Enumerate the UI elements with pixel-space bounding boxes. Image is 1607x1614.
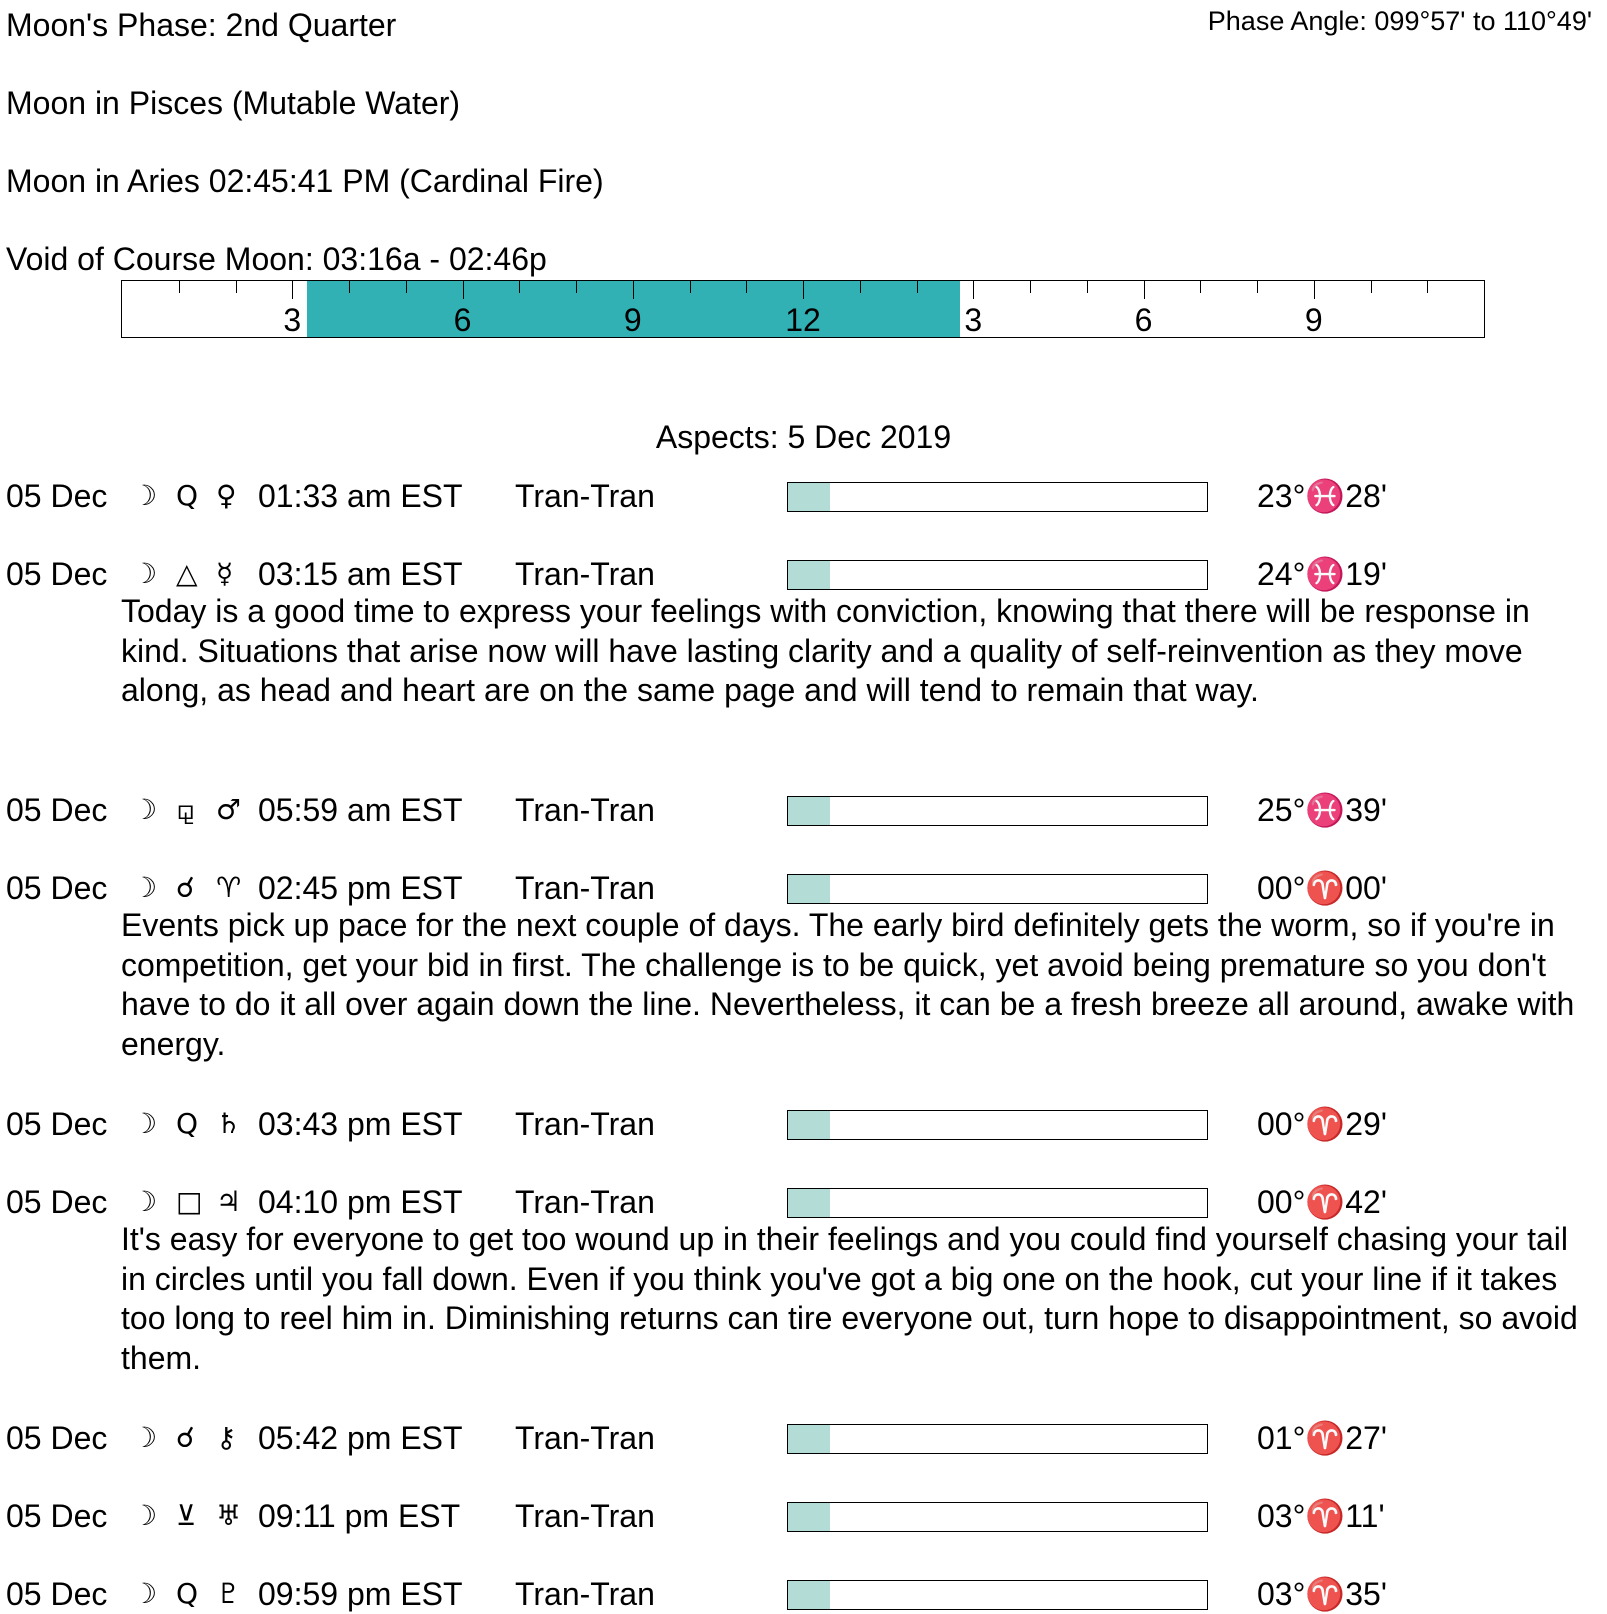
- aspect-row: [6, 790, 1606, 830]
- aspect-date: 05 Dec: [6, 1106, 108, 1142]
- aspect-time: 05:59 am EST: [258, 792, 463, 828]
- aspect-type: Tran-Tran: [515, 1498, 655, 1534]
- aspect-strength-fill: [788, 1581, 830, 1609]
- aspect-date: 05 Dec: [6, 1420, 108, 1456]
- void-of-course-timeline: [121, 280, 1485, 338]
- aspects-title: Aspects: 5 Dec 2019: [655, 419, 952, 455]
- moon-ingress-label: Moon in Aries 02:45:41 PM (Cardinal Fire): [6, 163, 604, 199]
- moon-icon: ☽: [132, 1185, 158, 1218]
- aspect-position: 23°♓28': [1257, 478, 1387, 514]
- phase-angle-label: Phase Angle: 099°57' to 110°49': [1207, 6, 1592, 36]
- timeline-tick: [236, 281, 237, 293]
- timeline-tick: [1144, 281, 1145, 299]
- aspect-strength-bar: [787, 560, 1208, 590]
- moon-icon: ☽: [132, 1499, 158, 1532]
- timeline-tick-label: 9: [623, 302, 642, 338]
- aspect-row: [6, 1418, 1606, 1458]
- aspect-icon: ⚼: [176, 793, 196, 826]
- aspect-time: 04:10 pm EST: [258, 1184, 463, 1220]
- aspect-row: [6, 1104, 1606, 1144]
- aspect-strength-bar: [787, 1110, 1208, 1140]
- aspect-time: 03:43 pm EST: [258, 1106, 463, 1142]
- aspect-icon: □: [176, 1185, 203, 1218]
- timeline-tick: [292, 281, 293, 299]
- timeline-tick: [576, 281, 577, 293]
- aspect-strength-fill: [788, 1503, 830, 1531]
- aspect-interpretation: Events pick up pace for the next couple of days. The early bird definitely gets the worm, so if you're in competition, get your bid in first. The challenge is to be quick, yet avoid being premature so you don't have to do it all over again down the line. Nevertheless, it can be a fresh breeze all around, awake with energy.: [121, 907, 1575, 1062]
- moon-sign-label: Moon in Pisces (Mutable Water): [6, 85, 461, 121]
- aspect-interpretation: Today is a good time to express your feelings with conviction, knowing that there will be response in kind. Situations that arise now will have lasting clarity and a quality of self-reinvention as they move along, as head and heart are on the same page and will tend to remain that way.: [121, 593, 1530, 708]
- timeline-tick-label: 6: [1134, 302, 1153, 338]
- timeline-tick: [973, 281, 974, 299]
- moon-icon: ☽: [132, 1107, 158, 1140]
- timeline-tick: [1087, 281, 1088, 293]
- timeline-tick: [690, 281, 691, 293]
- aspect-icon: △: [176, 557, 198, 590]
- void-of-course-label: Void of Course Moon: 03:16a - 02:46p: [6, 241, 547, 277]
- timeline-tick: [1257, 281, 1258, 293]
- aspect-time: 03:15 am EST: [258, 556, 463, 592]
- aspect-strength-bar: [787, 1502, 1208, 1532]
- timeline-tick: [917, 281, 918, 293]
- timeline-tick: [1427, 281, 1428, 293]
- aspect-strength-fill: [788, 875, 830, 903]
- moon-icon: ☽: [132, 557, 158, 590]
- aspect-icon: Q: [176, 479, 199, 512]
- aspect-type: Tran-Tran: [515, 1420, 655, 1456]
- aspect-strength-bar: [787, 1188, 1208, 1218]
- aspect-strength-bar: [787, 482, 1208, 512]
- aspect-date: 05 Dec: [6, 870, 108, 906]
- aspect-strength-bar: [787, 1580, 1208, 1610]
- aspect-icon: Q: [176, 1577, 199, 1610]
- aspect-type: Tran-Tran: [515, 1576, 655, 1612]
- planet-icon: ♇: [216, 1577, 242, 1610]
- aspect-strength-fill: [788, 483, 830, 511]
- aspect-position: 00°♈00': [1257, 870, 1387, 906]
- aspect-row: [6, 1182, 1606, 1222]
- aspect-date: 05 Dec: [6, 478, 108, 514]
- aspect-date: 05 Dec: [6, 1498, 108, 1534]
- aspect-type: Tran-Tran: [515, 792, 655, 828]
- aspect-icon: Q: [176, 1107, 199, 1140]
- moon-phase-label: Moon's Phase: 2nd Quarter: [6, 7, 397, 43]
- planet-icon: ♀: [216, 479, 237, 512]
- aspect-date: 05 Dec: [6, 792, 108, 828]
- aspect-strength-fill: [788, 1425, 830, 1453]
- aspect-type: Tran-Tran: [515, 870, 655, 906]
- timeline-tick: [860, 281, 861, 293]
- aspect-position: 03°♈11': [1257, 1498, 1385, 1534]
- timeline-tick: [1371, 281, 1372, 293]
- aspect-row: [6, 868, 1606, 908]
- aspect-position: 03°♈35': [1257, 1576, 1387, 1612]
- moon-icon: ☽: [132, 793, 158, 826]
- planet-icon: ♈: [216, 871, 242, 904]
- aspect-type: Tran-Tran: [515, 556, 655, 592]
- aspect-time: 09:59 pm EST: [258, 1576, 463, 1612]
- planet-icon: ☿: [216, 557, 234, 590]
- timeline-tick: [803, 281, 804, 299]
- aspect-date: 05 Dec: [6, 1184, 108, 1220]
- timeline-tick: [349, 281, 350, 293]
- moon-icon: ☽: [132, 479, 158, 512]
- aspect-icon: ☌: [176, 871, 195, 904]
- timeline-tick: [463, 281, 464, 299]
- planet-icon: ♅: [216, 1499, 242, 1532]
- planet-icon: ♂: [216, 793, 242, 826]
- timeline-tick-label: 3: [283, 302, 302, 338]
- aspect-type: Tran-Tran: [515, 478, 655, 514]
- planet-icon: ♄: [216, 1107, 242, 1140]
- aspect-time: 01:33 am EST: [258, 478, 463, 514]
- timeline-tick-label: 9: [1304, 302, 1323, 338]
- aspect-position: 00°♈42': [1257, 1184, 1387, 1220]
- aspect-strength-bar: [787, 874, 1208, 904]
- planet-icon: ♃: [216, 1185, 242, 1218]
- timeline-tick-label: 12: [785, 302, 821, 338]
- timeline-tick-label: 6: [453, 302, 472, 338]
- aspect-position: 00°♈29': [1257, 1106, 1387, 1142]
- timeline-tick: [1200, 281, 1201, 293]
- moon-icon: ☽: [132, 1577, 158, 1610]
- aspect-row: [6, 554, 1606, 594]
- aspect-row: [6, 1574, 1606, 1614]
- aspect-time: 05:42 pm EST: [258, 1420, 463, 1456]
- aspect-icon: ☌: [176, 1421, 195, 1454]
- aspect-position: 24°♓19': [1257, 556, 1387, 592]
- moon-icon: ☽: [132, 871, 158, 904]
- aspect-time: 09:11 pm EST: [258, 1498, 461, 1534]
- moon-icon: ☽: [132, 1421, 158, 1454]
- aspect-strength-fill: [788, 1189, 830, 1217]
- timeline-tick: [179, 281, 180, 293]
- timeline-tick: [633, 281, 634, 299]
- aspect-interpretation: It's easy for everyone to get too wound up in their feelings and you could find yourself chasing your tail in circles until you fall down. Even if you think you've got a big one on the hook, cut your line if it takes too long to reel him in. Diminishing returns can tire everyone out, turn hope to disappointment, so avoid them.: [121, 1221, 1578, 1376]
- aspect-row: [6, 1496, 1606, 1536]
- aspect-strength-fill: [788, 797, 830, 825]
- planet-icon: ⚷: [216, 1421, 237, 1454]
- aspect-date: 05 Dec: [6, 1576, 108, 1612]
- timeline-tick: [1314, 281, 1315, 299]
- timeline-tick: [1030, 281, 1031, 293]
- timeline-tick: [746, 281, 747, 293]
- aspect-time: 02:45 pm EST: [258, 870, 463, 906]
- aspect-type: Tran-Tran: [515, 1184, 655, 1220]
- aspect-strength-fill: [788, 1111, 830, 1139]
- aspect-row: [6, 476, 1606, 516]
- aspect-position: 01°♈27': [1257, 1420, 1387, 1456]
- aspect-strength-bar: [787, 796, 1208, 826]
- aspect-strength-fill: [788, 561, 830, 589]
- aspect-date: 05 Dec: [6, 556, 108, 592]
- aspect-type: Tran-Tran: [515, 1106, 655, 1142]
- aspect-icon: ⊻: [176, 1499, 197, 1532]
- timeline-tick: [406, 281, 407, 293]
- timeline-tick: [519, 281, 520, 293]
- aspect-strength-bar: [787, 1424, 1208, 1454]
- aspect-position: 25°♓39': [1257, 792, 1387, 828]
- timeline-tick-label: 3: [964, 302, 983, 338]
